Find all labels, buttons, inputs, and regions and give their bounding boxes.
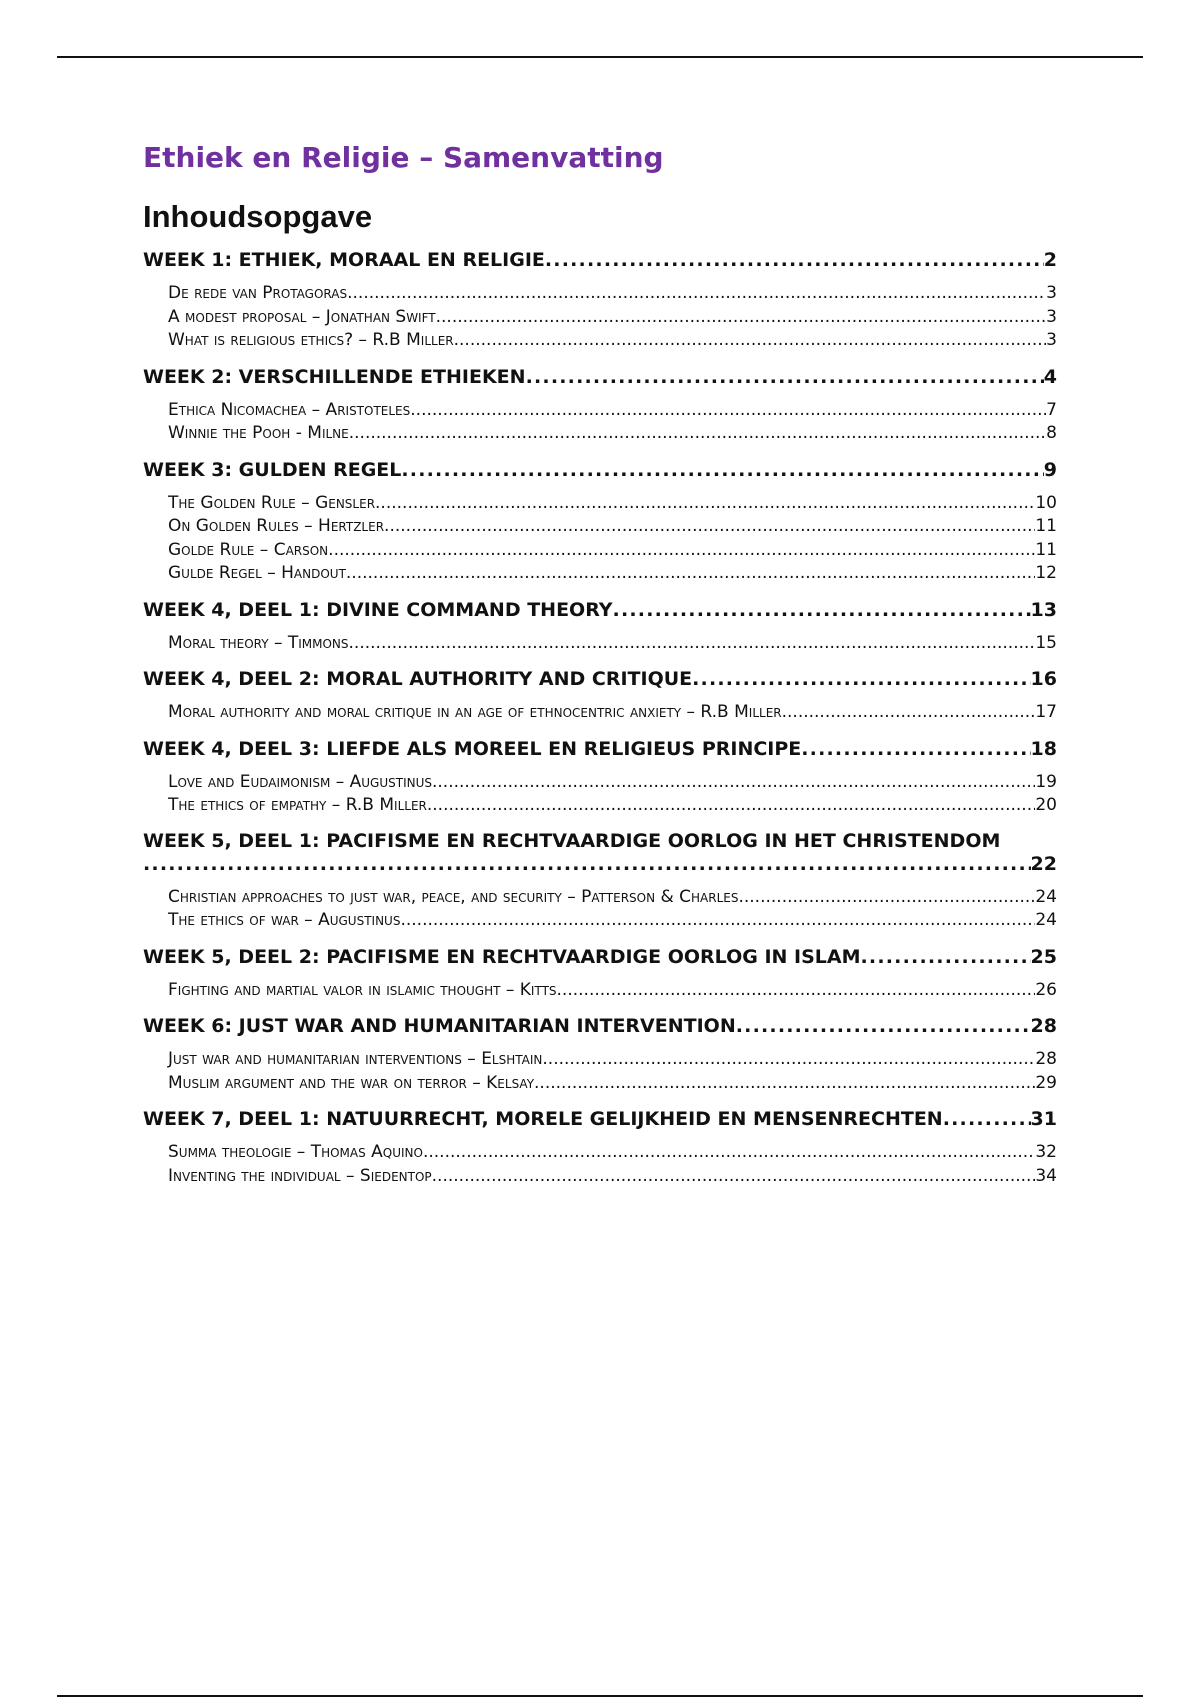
- toc-subentry[interactable]: [143, 794, 1057, 818]
- dot-leader: [545, 248, 1044, 272]
- dot-leader: [346, 562, 1035, 586]
- toc-subentry-page: 19: [1035, 771, 1057, 792]
- dot-leader: [349, 632, 1036, 656]
- dot-leader: [454, 329, 1047, 353]
- dot-leader: [328, 539, 1035, 563]
- toc-entry-week-2[interactable]: [143, 365, 1057, 389]
- toc-subentry[interactable]: [143, 701, 1057, 725]
- toc-entry-week-3[interactable]: [143, 458, 1057, 482]
- toc-subentry[interactable]: [143, 562, 1057, 586]
- toc-subentry-page: 11: [1035, 516, 1057, 536]
- toc-subentry-label: Golde Rule – Carson: [168, 539, 329, 560]
- dot-leader: [427, 794, 1035, 818]
- dot-leader: [782, 701, 1036, 725]
- toc-subentry-page: 3: [1046, 330, 1057, 350]
- dot-leader: [534, 1072, 1035, 1096]
- toc-entry-label: WEEK 7, DEEL 1: NATUURRECHT, MORELE GELIJKHEID EN MENSENRECHTEN: [143, 1108, 943, 1130]
- toc-subentry-page: 3: [1046, 283, 1057, 303]
- dot-leader: [400, 909, 1035, 933]
- dot-leader: [432, 1165, 1036, 1189]
- dot-leader: [801, 737, 1030, 761]
- toc-entry-label: WEEK 4, DEEL 1: DIVINE COMMAND THEORY: [143, 598, 613, 621]
- toc-entry-week-4-deel-3[interactable]: [143, 737, 1057, 761]
- toc-subentry-page: 7: [1046, 399, 1057, 420]
- toc-entry-label: WEEK 6: JUST WAR AND HUMANITARIAN INTERVENTION: [143, 1015, 736, 1037]
- toc-subentry-page: 12: [1035, 563, 1057, 583]
- table-of-contents: [143, 248, 1057, 1188]
- document-title: Ethiek en Religie – Samenvatting: [143, 141, 664, 174]
- toc-entry-label: WEEK 4, DEEL 2: MORAL AUTHORITY AND CRITIQUE: [143, 668, 693, 690]
- toc-subentry-label: Winnie the Pooh - Milne: [168, 423, 349, 443]
- dot-leader: [384, 515, 1035, 539]
- toc-entry-label: WEEK 5, DEEL 1: PACIFISME EN RECHTVAARDIGE OORLOG IN HET CHRISTENDOM: [143, 829, 1001, 852]
- toc-subentry-label: On Golden Rules – Hertzler: [168, 516, 385, 536]
- toc-subentry[interactable]: [143, 306, 1057, 330]
- toc-subentry-page: 3: [1046, 306, 1057, 327]
- toc-subentry-label: Gulde Regel – Handout: [168, 563, 346, 583]
- toc-subentry[interactable]: [143, 1072, 1057, 1096]
- toc-entry-week-6[interactable]: [143, 1014, 1057, 1038]
- dot-leader: [736, 1014, 1031, 1038]
- toc-subentry[interactable]: [143, 282, 1057, 306]
- toc-subentry[interactable]: [143, 1141, 1057, 1165]
- toc-subentry[interactable]: [143, 515, 1057, 539]
- toc-entry-page: 2: [1043, 249, 1057, 271]
- toc-entry-week-5-deel-1[interactable]: [143, 830, 1057, 876]
- toc-subentry-page: 24: [1035, 910, 1057, 930]
- dot-leader: [423, 1141, 1035, 1165]
- toc-subentry-page: 17: [1035, 702, 1057, 722]
- toc-subentry-label: Summa theologie – Thomas Aquino: [168, 1142, 423, 1162]
- toc-subentry-page: 32: [1035, 1142, 1057, 1162]
- toc-subentry-label: Just war and humanitarian interventions – Elshtain: [168, 1049, 543, 1069]
- dot-leader: [432, 771, 1035, 795]
- toc-entry-week-4-deel-2[interactable]: [143, 667, 1057, 691]
- toc-entry-continuation: [143, 853, 1057, 876]
- toc-subentry-page: 34: [1035, 1165, 1057, 1186]
- toc-entry-week-5-deel-2[interactable]: [143, 945, 1057, 969]
- toc-subentry-label: The Golden Rule – Gensler: [168, 492, 376, 513]
- toc-subentry-label: Fighting and martial valor in islamic thought – Kitts: [168, 979, 557, 1000]
- toc-subentry-label: Moral authority and moral critique in an age of ethnocentric anxiety – R.B Miller: [168, 702, 782, 722]
- dot-leader: [738, 886, 1035, 910]
- toc-subentry-page: 11: [1035, 539, 1057, 560]
- toc-subentry-label: The ethics of war – Augustinus: [168, 910, 401, 930]
- toc-subentry-page: 24: [1035, 886, 1057, 907]
- toc-subentry[interactable]: [143, 492, 1057, 516]
- toc-subentry[interactable]: [143, 539, 1057, 563]
- toc-entry-page: 9: [1043, 458, 1057, 481]
- toc-subentry[interactable]: [143, 632, 1057, 656]
- toc-entry-page: 16: [1030, 668, 1057, 690]
- toc-subentry-label: Moral theory – Timmons: [168, 632, 349, 653]
- toc-subentry-label: The ethics of empathy – R.B Miller: [168, 795, 427, 815]
- toc-heading: Inhoudsopgave: [143, 199, 373, 234]
- toc-subentry-label: De rede van Protagoras: [168, 283, 348, 303]
- toc-subentry-label: Ethica Nicomachea – Aristoteles: [168, 399, 411, 420]
- document-page: [143, 138, 1057, 1188]
- toc-entry-page: 28: [1030, 1015, 1057, 1037]
- toc-entry-label: WEEK 4, DEEL 3: LIEFDE ALS MOREEL EN RELIGIEUS PRINCIPE: [143, 737, 802, 760]
- toc-subentry-page: 28: [1035, 1049, 1057, 1069]
- toc-entry-label: WEEK 2: VERSCHILLENDE ETHIEKEN: [143, 365, 526, 388]
- toc-subentry-label: Love and Eudaimonism – Augustinus: [168, 771, 432, 792]
- dot-leader: [692, 667, 1030, 691]
- toc-subentry[interactable]: [143, 979, 1057, 1003]
- toc-subentry[interactable]: [143, 1048, 1057, 1072]
- toc-subentry-label: Inventing the individual – Siedentop: [168, 1165, 432, 1186]
- toc-subentry[interactable]: [143, 771, 1057, 795]
- dot-leader: [542, 1048, 1035, 1072]
- dot-leader: [375, 492, 1035, 516]
- toc-entry-label: WEEK 1: ETHIEK, MORAAL EN RELIGIE: [143, 249, 545, 271]
- toc-entry-page: 22: [1030, 852, 1057, 875]
- toc-subentry-page: 29: [1035, 1072, 1057, 1093]
- dot-leader: [557, 979, 1036, 1003]
- dot-leader: [401, 458, 1043, 482]
- toc-entry-page: 4: [1043, 365, 1057, 388]
- toc-entry-page: 13: [1030, 598, 1057, 621]
- toc-entry-week-4-deel-1[interactable]: [143, 598, 1057, 622]
- toc-entry-label: WEEK 5, DEEL 2: PACIFISME EN RECHTVAARDIGE OORLOG IN ISLAM: [143, 945, 861, 968]
- dot-leader: [943, 1107, 1031, 1131]
- toc-subentry-page: 20: [1035, 795, 1057, 815]
- toc-subentry-label: Christian approaches to just war, peace, and security – Patterson & Charles: [168, 886, 739, 907]
- toc-entry-label: WEEK 3: GULDEN REGEL: [143, 458, 402, 481]
- dot-leader: [410, 399, 1046, 423]
- dot-leader: [526, 365, 1044, 389]
- toc-entry-page: 31: [1030, 1108, 1057, 1130]
- dot-leader: [143, 853, 1031, 876]
- footer-rule: [57, 1695, 1143, 1697]
- dot-leader: [613, 598, 1031, 622]
- header-rule: [57, 56, 1143, 58]
- toc-subentry[interactable]: [143, 1165, 1057, 1189]
- toc-subentry-page: 8: [1046, 423, 1057, 443]
- toc-subentry-label: Muslim argument and the war on terror – Kelsay: [168, 1072, 535, 1093]
- toc-entry-page: 25: [1030, 945, 1057, 968]
- toc-entry-week-1[interactable]: [143, 248, 1057, 272]
- toc-subentry-page: 26: [1035, 979, 1057, 1000]
- dot-leader: [347, 282, 1046, 306]
- toc-subentry[interactable]: [143, 909, 1057, 933]
- toc-subentry[interactable]: [143, 422, 1057, 446]
- toc-entry-week-7-deel-1[interactable]: [143, 1107, 1057, 1131]
- toc-subentry-page: 10: [1035, 492, 1057, 513]
- dot-leader: [349, 422, 1046, 446]
- toc-subentry[interactable]: [143, 329, 1057, 353]
- toc-entry-page: 18: [1030, 737, 1057, 760]
- toc-subentry-label: A modest proposal – Jonathan Swift: [168, 306, 436, 327]
- dot-leader: [861, 945, 1031, 969]
- toc-subentry-page: 15: [1035, 632, 1057, 653]
- toc-subentry-label: What is religious ethics? – R.B Miller: [168, 330, 454, 350]
- dot-leader: [436, 306, 1047, 330]
- toc-subentry[interactable]: [143, 399, 1057, 423]
- toc-subentry[interactable]: [143, 886, 1057, 910]
